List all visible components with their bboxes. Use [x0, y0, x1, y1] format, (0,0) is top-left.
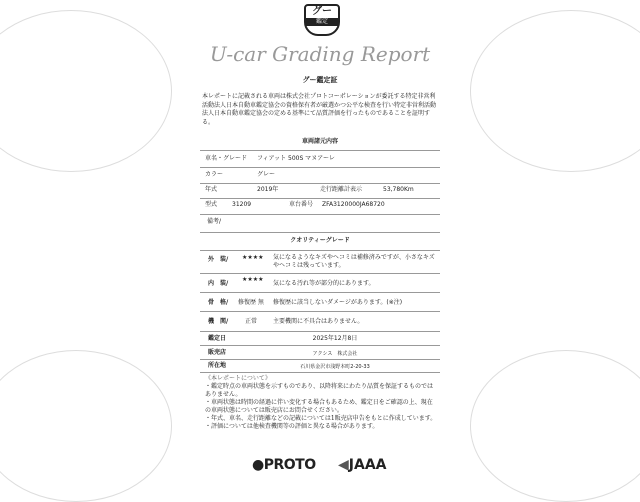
- badge-text: 鑑定: [306, 18, 338, 26]
- ornament-bottom-right: [470, 350, 640, 502]
- mileage-value: 53,780Km: [383, 186, 414, 193]
- ornament-bottom-left: [0, 350, 172, 502]
- jaaa-mark-icon: ◀: [338, 457, 349, 473]
- model-value: 31209: [232, 201, 252, 208]
- interior-text: 気になる汚れ等が部分的にあります。: [273, 280, 375, 287]
- engine-label: 機 関/: [208, 318, 229, 325]
- chassis-label: 車台番号: [289, 201, 314, 208]
- mileage-label: 走行距離計表示: [320, 186, 363, 193]
- frame-text: 修復歴に該当しないダメージがあります。(※注): [273, 299, 403, 306]
- goo-badge-logo: [304, 4, 340, 36]
- ornament-top-right: [470, 10, 640, 172]
- frame-label: 骨 格/: [208, 299, 229, 306]
- interior-label: 内 装/: [208, 280, 229, 287]
- badge-text: グー: [312, 6, 332, 17]
- dealer-label: 販売店: [208, 349, 227, 356]
- notes-section: [205, 375, 437, 431]
- exterior-grade: ★★★★: [242, 254, 264, 261]
- exterior-label: 外 装/: [208, 256, 229, 263]
- note-item: ・評価については他検査機関等の評価と異なる場合があります。: [205, 423, 379, 430]
- notes-label: 備考/: [207, 218, 222, 225]
- year-label: 年式: [205, 186, 218, 193]
- year-value: 2019年: [257, 186, 279, 193]
- script-title: U-car Grading Report: [209, 42, 431, 66]
- frame-grade: 修復歴 無: [238, 299, 264, 306]
- quality-heading: クオリティーグレード: [290, 237, 350, 244]
- intro-text: 本レポートに記載される車両は株式会社プロトコーポレーションが委託する特定非営利活動法人日本自動車鑑定協会の資格保有者が厳選かつ公平な検査を行い特定非営利活動法人日本自動車鑑定協会の定める基準にて品質評価を行ったものであることを証明する。: [202, 93, 437, 126]
- jaaa-text: JAAA: [348, 457, 387, 473]
- chassis-value: ZFA3120000JA68720: [322, 201, 385, 208]
- page-title: グー鑑定証: [302, 76, 338, 84]
- date-label: 鑑定日: [208, 335, 227, 342]
- name-value: フィアット 500S マヌアーレ: [257, 155, 335, 162]
- address-label: 所在地: [208, 362, 227, 369]
- notes-heading: 《本レポートについて》: [205, 375, 271, 382]
- color-label: カラー: [205, 171, 224, 178]
- engine-grade: 正常: [245, 318, 258, 325]
- proto-text: PROTO: [263, 457, 316, 473]
- interior-grade: ★★★★: [242, 276, 264, 283]
- model-label: 型式: [205, 201, 218, 208]
- note-item: ・年式、車名、走行距離などの記載については1販売店申告をもとに作成しています。: [205, 415, 437, 422]
- address-value: 石川県金沢市浅野本町2-20-33: [300, 364, 370, 370]
- engine-text: 主要機関に不具合はありません。: [273, 318, 364, 325]
- note-item: ・鑑定時点の車両状態を示すものであり、以降将来にわたり品質を保証するものではありません。: [205, 383, 434, 398]
- proto-logo: [252, 457, 316, 473]
- note-item: ・車両状態は時間の経過に伴い変化する場合もあるため、鑑定日をご確認の上、現在の車両状態については販売店にお問合せください。: [205, 399, 433, 414]
- jaaa-logo: [338, 457, 387, 473]
- color-value: グレー: [257, 171, 276, 178]
- dealer-value: アクシス 株式会社: [312, 351, 358, 357]
- date-value: 2025年12月8日: [312, 335, 358, 342]
- specs-heading: 車両諸元内容: [301, 138, 338, 145]
- name-label: 車名・グレード: [205, 155, 248, 162]
- ornament-top-left: [0, 10, 172, 172]
- proto-mark-icon: ●: [252, 457, 264, 473]
- exterior-text: 気になるようなキズやヘコミは補修済みですが、小さなキズやヘコミは残っています。: [273, 254, 435, 269]
